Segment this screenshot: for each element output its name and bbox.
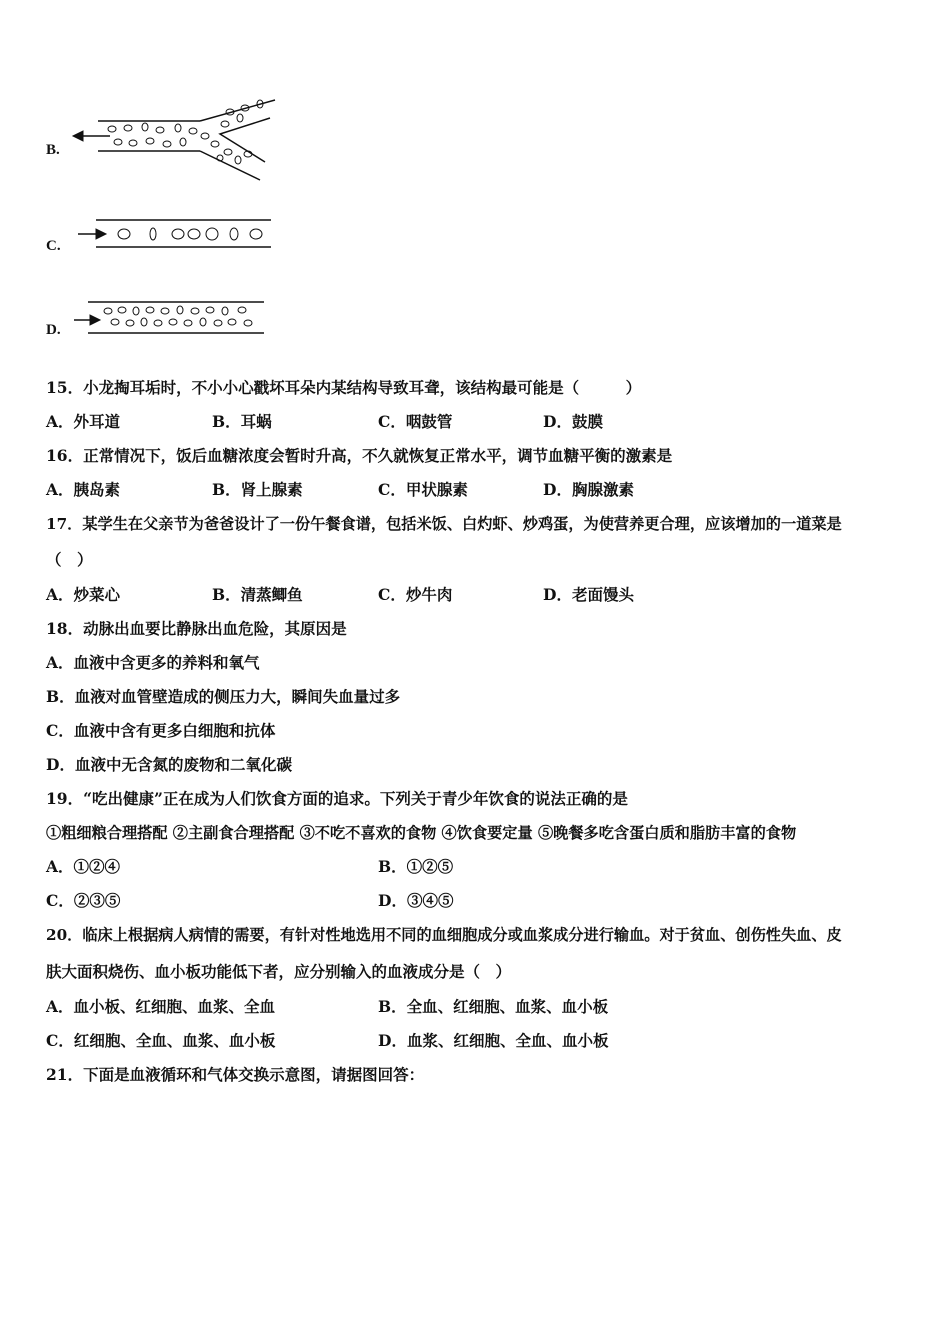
question-16-option-c: C．甲状腺素 <box>378 480 468 499</box>
question-17-option-c: C．炒牛肉 <box>378 585 453 604</box>
question-19-option-d: D．③④⑤ <box>378 891 454 910</box>
question-19-option-a: A．①②④ <box>46 857 121 876</box>
capillary-diagram <box>76 216 276 252</box>
option-label-b: B. <box>46 142 60 158</box>
question-20-option-b: B．全血、红细胞、血浆、血小板 <box>378 997 609 1016</box>
question-16-option-b: B．肾上腺素 <box>212 480 303 499</box>
question-15-option-b: B．耳蜗 <box>212 412 272 431</box>
question-17-option-b: B．清蒸鲫鱼 <box>212 585 303 604</box>
question-17-option-a: A．炒菜心 <box>46 585 121 604</box>
question-17-stem-line2: （ ） <box>46 550 93 569</box>
question-20-stem-line2: 肤大面积烧伤、血小板功能低下者，应分别输入的血液成分是（ ） <box>46 962 512 981</box>
option-label-c: C. <box>46 238 61 254</box>
question-17-option-d: D．老面馒头 <box>543 585 634 604</box>
question-19-option-c: C．②③⑤ <box>46 891 121 910</box>
question-19-statements: ①粗细粮合理搭配 ②主副食合理搭配 ③不吃不喜欢的食物 ④饮食要定量 ⑤晚餐多吃含蛋白质和脂肪丰富的食物 <box>46 824 797 842</box>
question-20-option-d: D．血浆、红细胞、全血、血小板 <box>378 1031 609 1050</box>
vessel-many-cells-diagram <box>70 298 270 338</box>
question-16-stem: 16．正常情况下，饭后血糖浓度会暂时升高，不久就恢复正常水平，调节血糖平衡的激素是 <box>46 446 673 465</box>
question-18-option-d: D．血液中无含氮的废物和二氧化碳 <box>46 755 292 774</box>
question-17-stem-line1: 17．某学生在父亲节为爸爸设计了一份午餐食谱，包括米饭、白灼虾、炒鸡蛋，为使营养更合理，应该增加的一道菜是 <box>46 515 842 533</box>
converging-vessel-diagram <box>70 96 280 186</box>
option-label-d: D. <box>46 322 61 338</box>
question-19-option-b: B．①②⑤ <box>378 857 454 876</box>
question-18-option-a: A．血液中含更多的养料和氧气 <box>46 653 260 672</box>
question-16-option-a: A．胰岛素 <box>46 480 121 499</box>
question-19-stem: 19．“吃出健康”正在成为人们饮食方面的追求。下列关于青少年饮食的说法正确的是 <box>46 789 628 808</box>
question-15-option-c: C．咽鼓管 <box>378 412 453 431</box>
question-20-option-c: C．红细胞、全血、血浆、血小板 <box>46 1031 276 1050</box>
question-20-option-a: A．血小板、红细胞、血浆、全血 <box>46 997 276 1016</box>
question-18-stem: 18．动脉出血要比静脉出血危险，其原因是 <box>46 619 347 638</box>
question-18-option-b: B．血液对血管壁造成的侧压力大，瞬间失血量过多 <box>46 687 401 706</box>
question-21-stem: 21．下面是血液循环和气体交换示意图，请据图回答： <box>46 1065 425 1084</box>
question-16-option-d: D．胸腺激素 <box>543 480 634 499</box>
question-20-stem-line1: 20．临床上根据病人病情的需要，有针对性地选用不同的血细胞成分或血浆成分进行输血。对于贫血、创伤性失血、皮 <box>46 926 842 944</box>
question-18-option-c: C．血液中含有更多白细胞和抗体 <box>46 721 276 740</box>
question-15-option-d: D．鼓膜 <box>543 412 603 431</box>
question-15-stem: 15．小龙掏耳垢时，不小小心戳坏耳朵内某结构导致耳聋，该结构最可能是（ ） <box>46 378 642 397</box>
question-15-option-a: A．外耳道 <box>46 412 121 431</box>
